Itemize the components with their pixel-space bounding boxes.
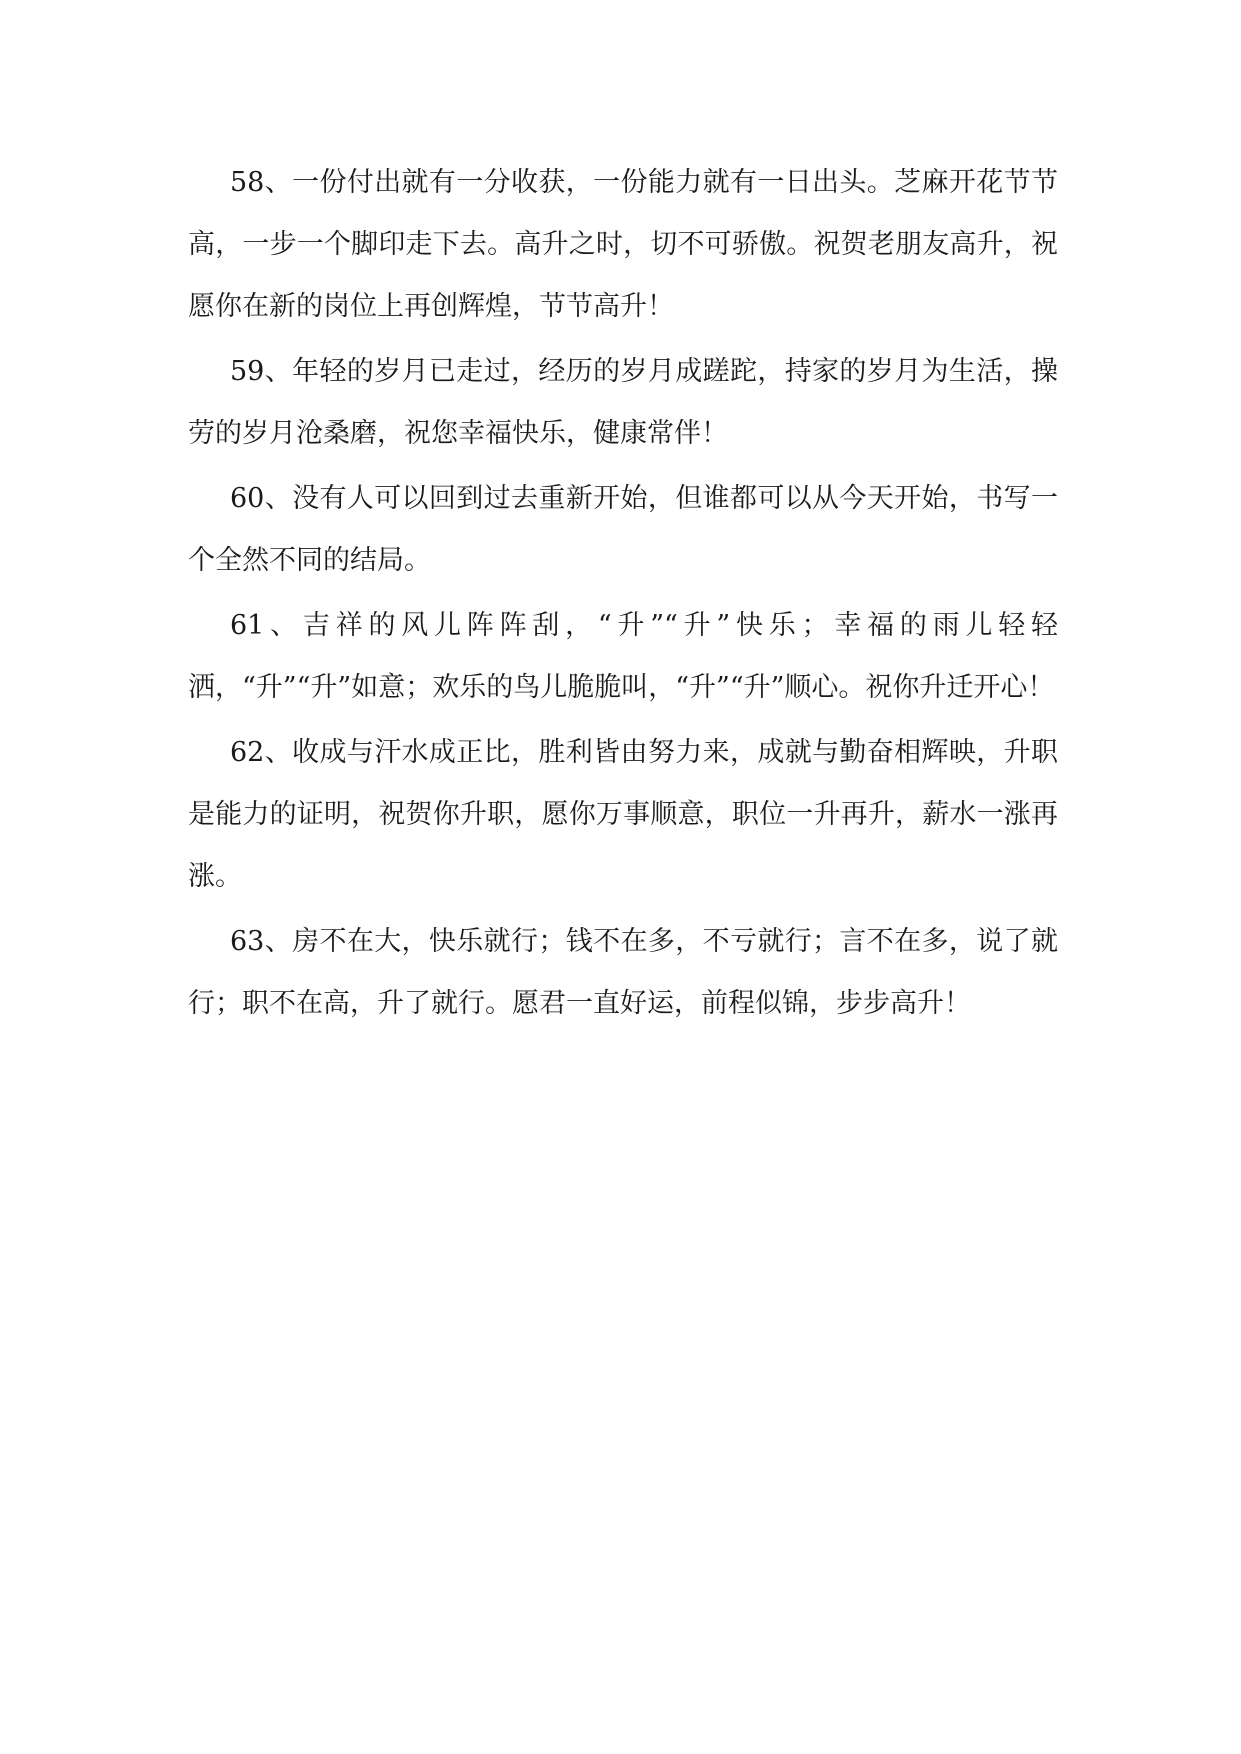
document-page	[188, 152, 1058, 1038]
paragraph-58: 58、一份付出就有一分收获，一份能力就有一日出头。芝麻开花节节高，一步一个脚印走下去。高升之时，切不可骄傲。祝贺老朋友高升，祝愿你在新的岗位上再创辉煌，节节高升！	[188, 167, 1058, 322]
paragraph-59: 59、年轻的岁月已走过，经历的岁月成蹉跎，持家的岁月为生活，操劳的岁月沧桑磨，祝您幸福快乐，健康常伴！	[188, 356, 1058, 449]
paragraph-60: 60、没有人可以回到过去重新开始，但谁都可以从今天开始，书写一个全然不同的结局。	[188, 483, 1058, 576]
paragraph-62: 62、收成与汗水成正比，胜利皆由努力来，成就与勤奋相辉映，升职是能力的证明，祝贺你升职，愿你万事顺意，职位一升再升，薪水一涨再涨。	[188, 737, 1058, 892]
paragraph-63: 63、房不在大，快乐就行；钱不在多，不亏就行；言不在多，说了就行；职不在高，升了就行。愿君一直好运，前程似锦，步步高升！	[188, 926, 1058, 1019]
paragraph-61: 61、吉祥的风儿阵阵刮，“升”“升”快乐；幸福的雨儿轻轻洒，“升”“升”如意；欢乐的鸟儿脆脆叫，“升”“升”顺心。祝你升迁开心！	[188, 610, 1058, 703]
